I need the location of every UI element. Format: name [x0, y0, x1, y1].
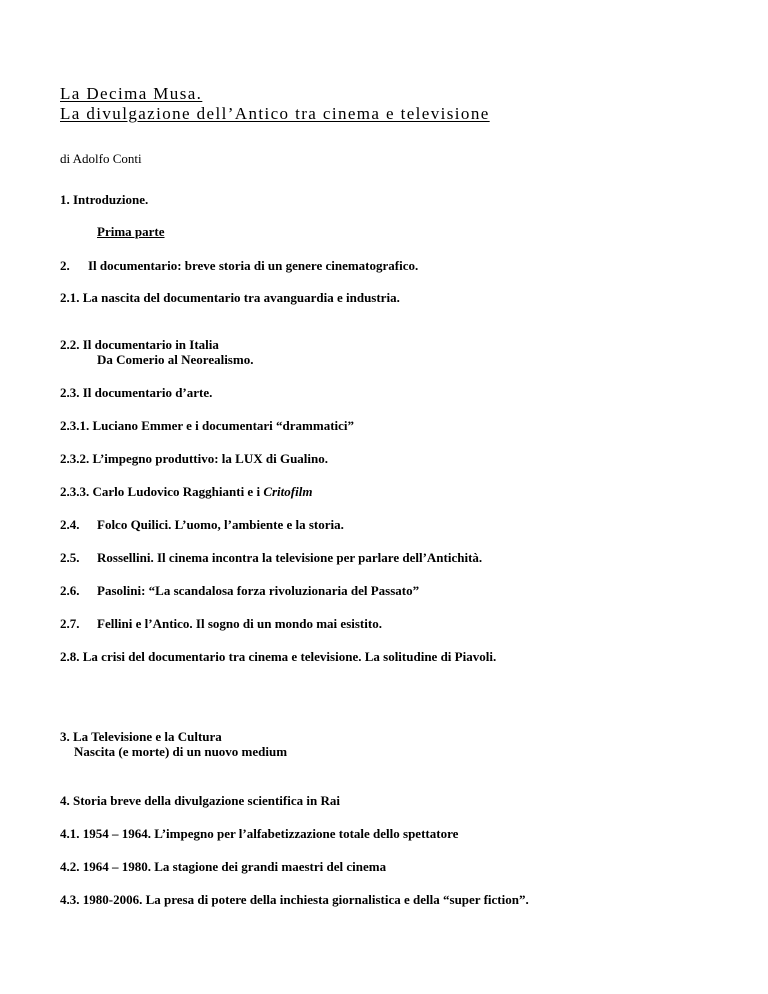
toc-s2-3-3-italic: Critofilm — [263, 484, 313, 499]
toc-s2-5-num: 2.5. — [60, 550, 80, 565]
title-line-1: La Decima Musa. — [60, 84, 203, 103]
toc-s4-2: 4.2. 1964 – 1980. La stagione dei grandi maestri del cinema — [60, 859, 387, 874]
toc-s2-2-line2: Da Comerio al Neorealismo. — [97, 352, 254, 367]
toc-s2-5-text: Rossellini. Il cinema incontra la televisione per parlare dell’Antichità. — [97, 550, 483, 565]
toc-s3-line1: 3. La Televisione e la Cultura — [60, 729, 222, 744]
toc-s2-2-line1: 2.2. Il documentario in Italia — [60, 337, 219, 352]
toc-s2-3-2: 2.3.2. L’impegno produttivo: la LUX di Gualino. — [60, 451, 328, 466]
toc-s2-6-text: Pasolini: “La scandalosa forza rivoluzionaria del Passato” — [97, 583, 420, 598]
toc-s4: 4. Storia breve della divulgazione scientifica in Rai — [60, 793, 340, 808]
toc-s2-3-1: 2.3.1. Luciano Emmer e i documentari “drammatici” — [60, 418, 355, 433]
toc-s2-8: 2.8. La crisi del documentario tra cinema e televisione. La solitudine di Piavoli. — [60, 649, 497, 664]
toc-s2-1: 2.1. La nascita del documentario tra avanguardia e industria. — [60, 290, 400, 305]
toc-part-heading: Prima parte — [97, 224, 165, 239]
author-line: di Adolfo Conti — [60, 151, 142, 166]
toc-s2-3: 2.3. Il documentario d’arte. — [60, 385, 213, 400]
toc-s2-4-text: Folco Quilici. L’uomo, l’ambiente e la storia. — [97, 517, 344, 532]
toc-s2-3-3-text: 2.3.3. Carlo Ludovico Ragghianti e i — [60, 484, 264, 499]
toc-s2-6-num: 2.6. — [60, 583, 80, 598]
toc-s2-3-3 — [60, 484, 312, 500]
title-line-2: La divulgazione dell’Antico tra cinema e televisione — [60, 104, 490, 123]
toc-s3-line2: Nascita (e morte) di un nuovo medium — [74, 744, 288, 759]
toc-s4-1: 4.1. 1954 – 1964. L’impegno per l’alfabetizzazione totale dello spettatore — [60, 826, 459, 841]
toc-s2-7-num: 2.7. — [60, 616, 80, 631]
toc-s2-4-num: 2.4. — [60, 517, 80, 532]
toc-intro: 1. Introduzione. — [60, 192, 149, 207]
toc-s2-num: 2. — [60, 258, 70, 273]
toc-s4-3: 4.3. 1980-2006. La presa di potere della inchiesta giornalistica e della “super fiction”. — [60, 892, 529, 907]
toc-s2-text: Il documentario: breve storia di un genere cinematografico. — [88, 258, 419, 273]
toc-s2-7-text: Fellini e l’Antico. Il sogno di un mondo mai esistito. — [97, 616, 382, 631]
